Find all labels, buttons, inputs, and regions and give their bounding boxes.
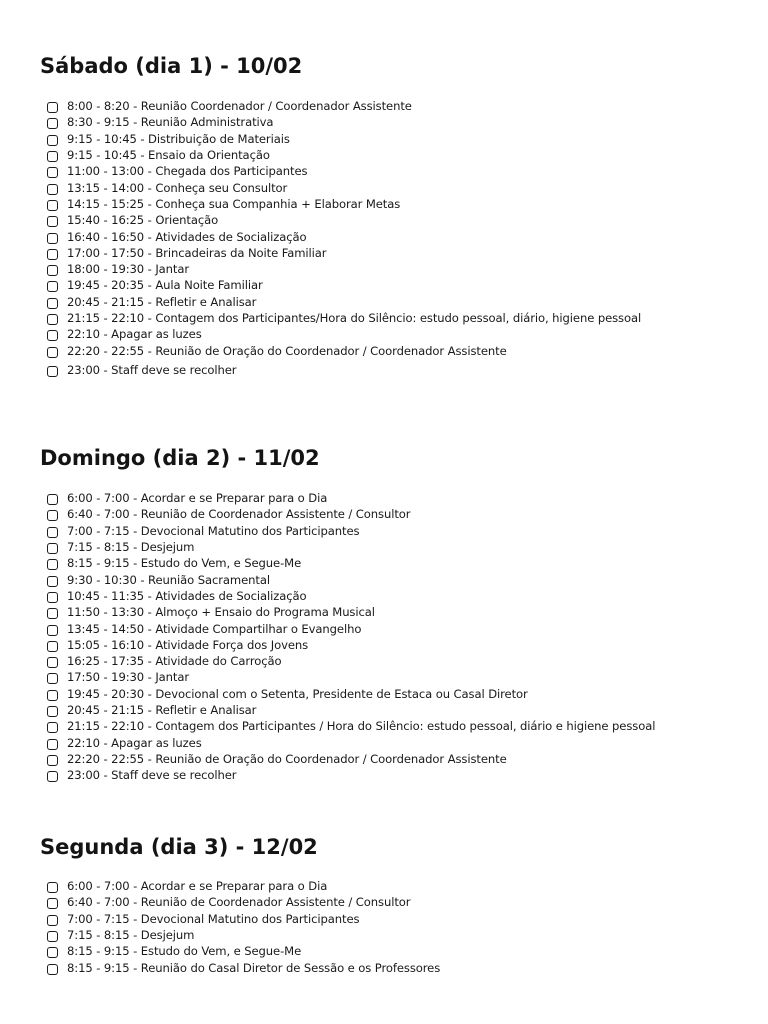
checkbox[interactable]	[47, 330, 58, 341]
item-text: 16:25 - 17:35 - Atividade do Carroção	[67, 654, 282, 669]
item-text: 13:15 - 14:00 - Conheça seu Consultor	[67, 180, 288, 195]
checkbox[interactable]	[47, 641, 58, 652]
checkbox[interactable]	[47, 755, 58, 766]
list-item	[47, 147, 641, 163]
item-text: 22:10 - Apagar as luzes	[67, 327, 202, 342]
checkbox[interactable]	[47, 882, 58, 893]
item-text: 6:00 - 7:00 - Acordar e se Preparar para o Dia	[67, 879, 328, 894]
item-text: 15:05 - 16:10 - Atividade Força dos Jovens	[67, 637, 309, 652]
checkbox[interactable]	[47, 608, 58, 619]
item-text: 17:50 - 19:30 - Jantar	[67, 670, 190, 685]
list-item	[47, 261, 641, 277]
checklist	[47, 98, 641, 378]
checkbox[interactable]	[47, 314, 58, 325]
list-item	[47, 490, 655, 506]
item-text: 8:30 - 9:15 - Reunião Administrativa	[67, 115, 274, 130]
list-item	[47, 196, 641, 212]
day-title: Sábado (dia 1) - 10/02	[40, 54, 303, 78]
item-text: 11:50 - 13:30 - Almoço + Ensaio do Programa Musical	[67, 605, 375, 620]
checkbox[interactable]	[47, 592, 58, 603]
item-text: 22:20 - 22:55 - Reunião de Oração do Coordenador / Coordenador Assistente	[67, 751, 507, 766]
checkbox[interactable]	[47, 625, 58, 636]
item-text: 21:15 - 22:10 - Contagem dos Participantes/Hora do Silêncio: estudo pessoal, diário, higiene pessoal	[67, 311, 642, 325]
checkbox[interactable]	[47, 298, 58, 309]
checkbox[interactable]	[47, 690, 58, 701]
checkbox[interactable]	[47, 947, 58, 958]
day-title: Segunda (dia 3) - 12/02	[40, 835, 318, 859]
item-text: 22:10 - Apagar as luzes	[67, 735, 202, 750]
list-item	[47, 911, 440, 927]
checkbox[interactable]	[47, 527, 58, 538]
list-item	[47, 927, 440, 943]
checkbox[interactable]	[47, 347, 58, 358]
checkbox[interactable]	[47, 722, 58, 733]
list-item	[47, 604, 655, 620]
list-item	[47, 362, 641, 378]
list-item	[47, 959, 440, 975]
list-item	[47, 310, 641, 326]
list-item	[47, 342, 641, 358]
item-text: 14:15 - 15:25 - Conheça sua Companhia + Elaborar Metas	[67, 196, 401, 211]
checkbox[interactable]	[47, 184, 58, 195]
list-item	[47, 539, 655, 555]
list-item	[47, 702, 655, 718]
list-item	[47, 277, 641, 293]
checkbox[interactable]	[47, 151, 58, 162]
item-text: 19:45 - 20:35 - Aula Noite Familiar	[67, 278, 263, 293]
checkbox[interactable]	[47, 915, 58, 926]
list-item	[47, 228, 641, 244]
item-text: 7:15 - 8:15 - Desjejum	[67, 540, 195, 555]
checkbox[interactable]	[47, 576, 58, 587]
checkbox[interactable]	[47, 167, 58, 178]
list-item	[47, 588, 655, 604]
item-text: 21:15 - 22:10 - Contagem dos Participantes / Hora do Silêncio: estudo pessoal, diário e higiene pessoal	[67, 719, 656, 734]
list-item	[47, 894, 440, 910]
item-text: 23:00 - Staff deve se recolher	[67, 362, 237, 377]
list-item	[47, 751, 655, 767]
list-item	[47, 326, 641, 342]
checkbox[interactable]	[47, 102, 58, 113]
item-text: 17:00 - 17:50 - Brincadeiras da Noite Familiar	[67, 245, 327, 260]
item-text: 18:00 - 19:30 - Jantar	[67, 262, 190, 277]
item-text: 7:00 - 7:15 - Devocional Matutino dos Participantes	[67, 523, 360, 538]
checkbox[interactable]	[47, 898, 58, 909]
item-text: 6:40 - 7:00 - Reunião de Coordenador Assistente / Consultor	[67, 507, 411, 522]
item-text: 9:15 - 10:45 - Distribuição de Materiais	[67, 131, 290, 146]
list-item	[47, 767, 655, 783]
list-item	[47, 686, 655, 702]
item-text: 22:20 - 22:55 - Reunião de Oração do Coordenador / Coordenador Assistente	[67, 343, 507, 358]
item-text: 7:15 - 8:15 - Desjejum	[67, 928, 195, 943]
day-title: Domingo (dia 2) - 11/02	[40, 446, 320, 470]
checkbox[interactable]	[47, 265, 58, 276]
item-text: 8:15 - 9:15 - Reunião do Casal Diretor de Sessão e os Professores	[67, 960, 441, 975]
checkbox[interactable]	[47, 216, 58, 227]
checkbox[interactable]	[47, 118, 58, 129]
list-item	[47, 943, 440, 959]
list-item	[47, 245, 641, 261]
checkbox[interactable]	[47, 559, 58, 570]
checkbox[interactable]	[47, 494, 58, 505]
list-item	[47, 878, 440, 894]
checkbox[interactable]	[47, 543, 58, 554]
checkbox[interactable]	[47, 200, 58, 211]
item-text: 11:00 - 13:00 - Chegada dos Participantes	[67, 164, 308, 179]
list-item	[47, 98, 641, 114]
item-text: 20:45 - 21:15 - Refletir e Analisar	[67, 703, 257, 717]
checkbox[interactable]	[47, 673, 58, 684]
list-item	[47, 163, 641, 179]
checkbox[interactable]	[47, 964, 58, 975]
list-item	[47, 620, 655, 636]
item-text: 7:00 - 7:15 - Devocional Matutino dos Participantes	[67, 911, 360, 926]
checkbox[interactable]	[47, 510, 58, 521]
checklist	[47, 490, 655, 783]
list-item	[47, 734, 655, 750]
list-item	[47, 669, 655, 685]
item-text: 6:40 - 7:00 - Reunião de Coordenador Assistente / Consultor	[67, 895, 411, 910]
checklist	[47, 878, 440, 976]
item-text: 20:45 - 21:15 - Refletir e Analisar	[67, 294, 257, 309]
list-item	[47, 506, 655, 522]
item-text: 16:40 - 16:50 - Atividades de Socialização	[67, 229, 307, 244]
list-item	[47, 179, 641, 195]
list-item	[47, 555, 655, 571]
list-item	[47, 523, 655, 539]
list-item	[47, 294, 641, 310]
item-text: 19:45 - 20:30 - Devocional com o Setenta, Presidente de Estaca ou Casal Diretor	[67, 686, 528, 701]
item-text: 10:45 - 11:35 - Atividades de Socialização	[67, 588, 307, 603]
item-text: 23:00 - Staff deve se recolher	[67, 768, 237, 783]
checkbox[interactable]	[47, 281, 58, 292]
checkbox[interactable]	[47, 233, 58, 244]
checkbox[interactable]	[47, 249, 58, 260]
list-item	[47, 718, 655, 734]
item-text: 8:15 - 9:15 - Estudo do Vem, e Segue-Me	[67, 556, 302, 571]
item-text: 8:15 - 9:15 - Estudo do Vem, e Segue-Me	[67, 944, 302, 959]
list-item	[47, 637, 655, 653]
list-item	[47, 571, 655, 587]
list-item	[47, 114, 641, 130]
checkbox[interactable]	[47, 366, 58, 377]
item-text: 9:30 - 10:30 - Reunião Sacramental	[67, 572, 270, 587]
checkbox[interactable]	[47, 771, 58, 782]
checkbox[interactable]	[47, 657, 58, 668]
list-item	[47, 131, 641, 147]
list-item	[47, 212, 641, 228]
list-item	[47, 653, 655, 669]
item-text: 9:15 - 10:45 - Ensaio da Orientação	[67, 148, 270, 163]
item-text: 8:00 - 8:20 - Reunião Coordenador / Coordenador Assistente	[67, 99, 412, 114]
item-text: 6:00 - 7:00 - Acordar e se Preparar para o Dia	[67, 491, 328, 506]
item-text: 13:45 - 14:50 - Atividade Compartilhar o Evangelho	[67, 621, 362, 636]
checkbox[interactable]	[47, 739, 58, 750]
checkbox[interactable]	[47, 706, 58, 717]
checkbox[interactable]	[47, 135, 58, 146]
item-text: 15:40 - 16:25 - Orientação	[67, 213, 219, 228]
checkbox[interactable]	[47, 931, 58, 942]
